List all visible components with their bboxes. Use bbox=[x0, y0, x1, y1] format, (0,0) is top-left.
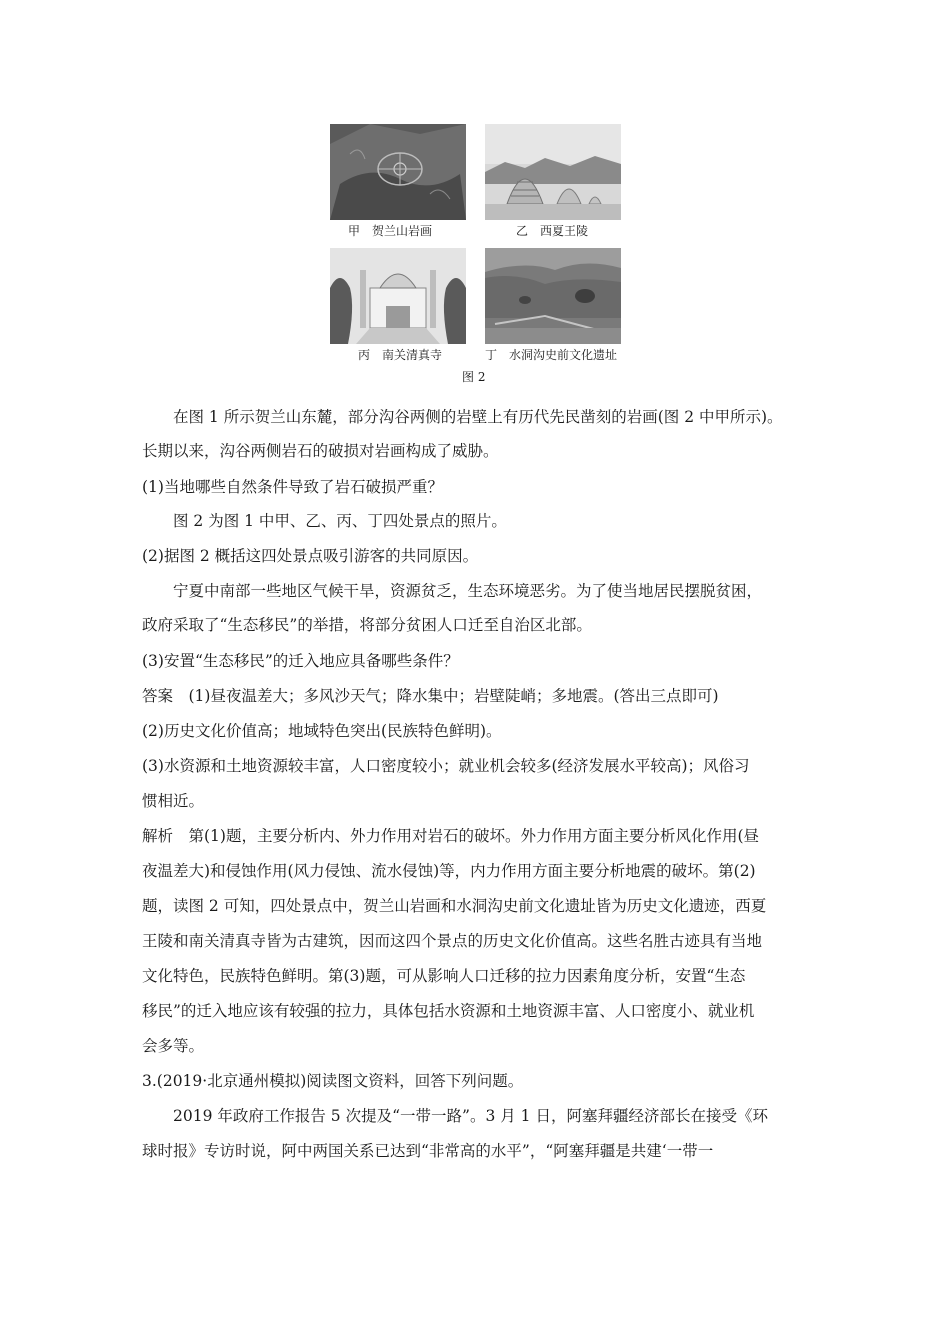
caption-yi: 乙 西夏王陵 bbox=[516, 224, 589, 238]
text-line-6: 宁夏中南部一些地区气候干旱，资源贫乏，生态环境恶劣。为了使当地居民摆脱贫困， bbox=[173, 582, 763, 600]
material-line-1: 2019 年政府工作报告 5 次提及“一带一路”。3 月 1 日，阿塞拜疆经济部长在接受《环 bbox=[173, 1107, 768, 1125]
answer-1: 答案 (1)昼夜温差大；多风沙天气；降水集中；岩壁陡峭；多地震。(答出三点即可) bbox=[142, 687, 719, 705]
caption-ding: 丁 水洞沟史前文化遗址 bbox=[485, 348, 618, 362]
caption-jia: 甲 贺兰山岩画 bbox=[348, 224, 433, 238]
question-3: (3)安置“生态移民”的迁入地应具备哪些条件？ bbox=[142, 652, 459, 670]
mosque-photo bbox=[330, 248, 466, 344]
material-line-2: 球时报》专访时说，阿中两国关系已达到“非常高的水平”，“阿塞拜疆是共建‘一带一 bbox=[142, 1142, 714, 1160]
text-line-1: 在图 1 所示贺兰山东麓，部分沟谷两侧的岩壁上有历代先民凿刻的岩画(图 2 中甲所示)。 bbox=[173, 408, 783, 426]
analysis-line-5: 文化特色，民族特色鲜明。第(3)题，可从影响人口迁移的拉力因素角度分析，安置“生态 bbox=[142, 967, 746, 985]
caption-bing: 丙 南关清真寺 bbox=[358, 348, 443, 362]
analysis-line-1: 解析 第(1)题，主要分析内、外力作用对岩石的破坏。外力作用方面主要分析风化作用(昼 bbox=[142, 827, 760, 845]
shuidonggou-photo bbox=[485, 248, 621, 344]
question-2: (2)据图 2 概括这四处景点吸引游客的共同原因。 bbox=[142, 547, 479, 565]
analysis-line-7: 会多等。 bbox=[142, 1037, 205, 1055]
text-line-4: 图 2 为图 1 中甲、乙、丙、丁四处景点的照片。 bbox=[173, 512, 507, 530]
answer-3: (3)水资源和土地资源较丰富，人口密度较小；就业机会较多(经济发展水平较高)；风俗习 bbox=[142, 757, 750, 775]
answer-2: (2)历史文化价值高；地域特色突出(民族特色鲜明)。 bbox=[142, 722, 502, 740]
analysis-line-6: 移民”的迁入地应该有较强的拉力，具体包括水资源和土地资源丰富、人口密度小、就业机 bbox=[142, 1002, 755, 1020]
figure-label: 图 2 bbox=[462, 370, 486, 384]
rock-painting-photo bbox=[330, 124, 466, 220]
answer-3-cont: 惯相近。 bbox=[142, 792, 205, 810]
xixia-tombs-photo bbox=[485, 124, 621, 220]
text-line-2: 长期以来，沟谷两侧岩石的破损对岩画构成了威胁。 bbox=[142, 442, 499, 460]
text-line-7: 政府采取了“生态移民”的举措，将部分贫困人口迁至自治区北部。 bbox=[142, 616, 592, 634]
analysis-line-2: 夜温差大)和侵蚀作用(风力侵蚀、流水侵蚀)等，内力作用方面主要分析地震的破坏。第(2) bbox=[142, 862, 756, 880]
analysis-line-4: 王陵和南关清真寺皆为古建筑，因而这四个景点的历史文化价值高。这些名胜古迹具有当地 bbox=[142, 932, 763, 950]
question-3-header: 3.(2019·北京通州模拟)阅读图文资料，回答下列问题。 bbox=[142, 1072, 524, 1090]
analysis-line-3: 题，读图 2 可知，四处景点中，贺兰山岩画和水洞沟史前文化遗址皆为历史文化遗迹，西夏 bbox=[142, 897, 767, 915]
figure-2 bbox=[330, 124, 624, 386]
question-1: (1)当地哪些自然条件导致了岩石破损严重？ bbox=[142, 478, 443, 496]
